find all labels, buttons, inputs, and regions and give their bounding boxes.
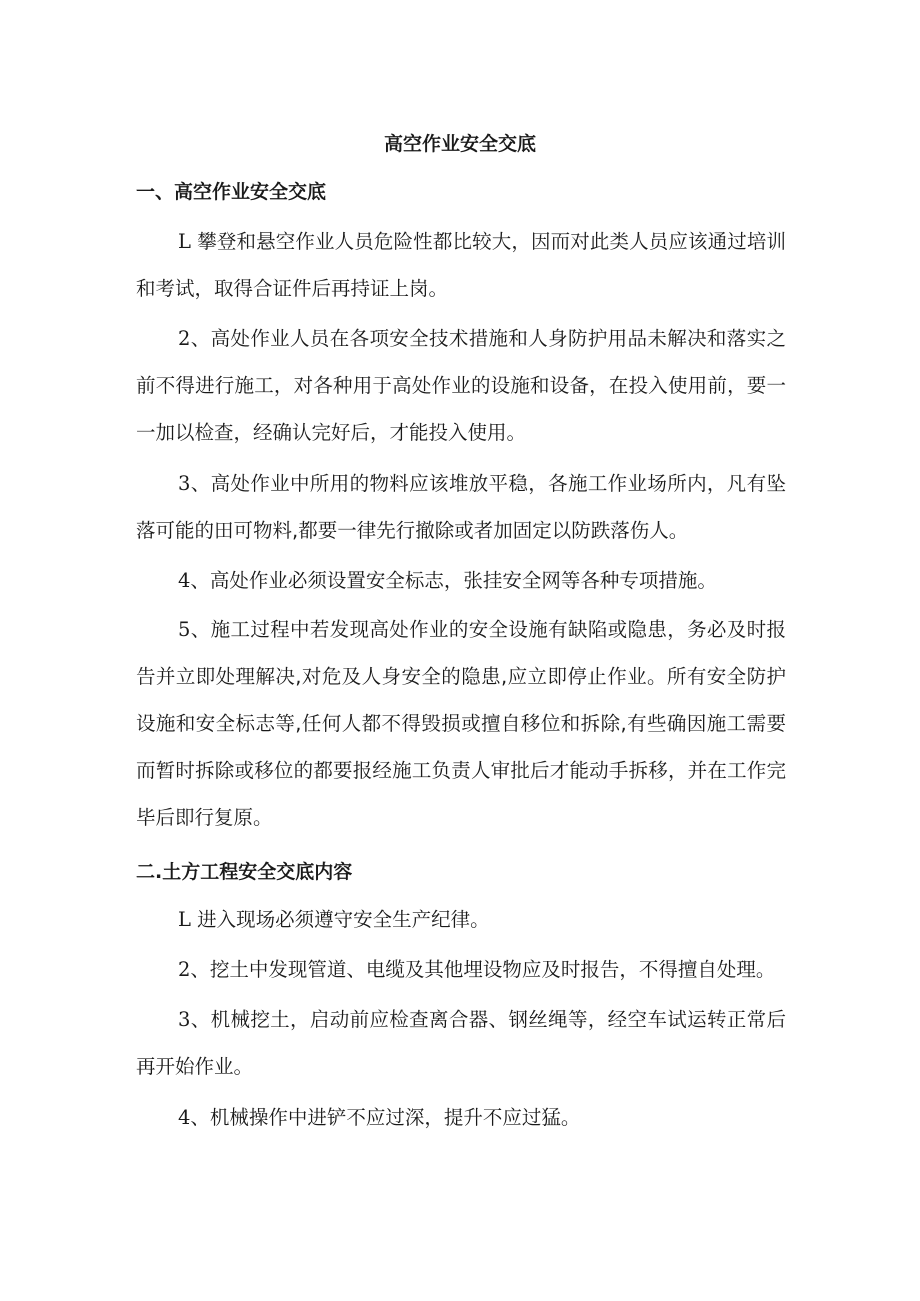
- item-number: 5、: [178, 618, 211, 641]
- item-number: 3、: [178, 472, 211, 495]
- item-number: L: [178, 908, 191, 931]
- item-text: 施工过程中若发现高处作业的安全设施有缺陷或隐患，务必及时报告并立即处理解决,对危及人身安全的隐患,应立即停止作业。所有安全防护设施和安全标志等,任何人都不得毁损或擅自移位和拆除,有些确因施工需要而暂时拆除或移位的都要报经施工负责人审批后才能动手拆移，并在工作完毕后即行复原。: [136, 618, 786, 829]
- item-text: 高处作业中所用的物料应该堆放平稳，各施工作业场所内，凡有坠落可能的田可物料,都要一律先行撤除或者加固定以防跌落伤人。: [136, 472, 786, 542]
- section-heading-2: 二.土方工程安全交底内容: [136, 861, 353, 883]
- item-number: 3、: [178, 1008, 211, 1031]
- paragraph-2-1: [136, 896, 786, 943]
- item-text: 挖土中发现管道、电缆及其他埋设物应及时报告，不得擅自处理。: [209, 958, 776, 981]
- item-number: 4、: [178, 1106, 210, 1129]
- item-number: 4、: [178, 569, 210, 592]
- paragraph-1-3: [136, 460, 786, 554]
- paragraph-2-2: [136, 946, 786, 993]
- item-number: 2、: [178, 958, 210, 981]
- item-text: 进入现场必须遵守安全生产纪律。: [197, 908, 490, 931]
- paragraph-2-4: [136, 1094, 786, 1141]
- item-text: 攀登和悬空作业人员危险性都比较大，因而对此类人员应该通过培训和考试，取得合证件后再持证上岗。: [136, 230, 786, 300]
- item-number: 2、: [178, 327, 211, 350]
- section-heading-1: 一、高空作业安全交底: [136, 181, 327, 203]
- item-number: L: [178, 230, 191, 253]
- paragraph-1-2: [136, 315, 786, 456]
- item-text: 机械挖土，启动前应检查离合器、钢丝绳等，经空车试运转正常后再开始作业。: [136, 1008, 786, 1078]
- paragraph-1-1: [136, 218, 786, 312]
- item-text: 高处作业人员在各项安全技术措施和人身防护用品未解决和落实之前不得进行施工，对各种用于高处作业的设施和设备，在投入使用前，要一一加以检查，经确认完好后，才能投入使用。: [136, 327, 786, 444]
- paragraph-1-5: [136, 606, 786, 841]
- paragraph-1-4: [136, 557, 786, 604]
- item-text: 高处作业必须设置安全标志，张挂安全网等各种专项措施。: [209, 569, 717, 592]
- paragraph-2-3: [136, 996, 786, 1090]
- document-title: 高空作业安全交底: [383, 133, 536, 155]
- item-text: 机械操作中进铲不应过深，提升不应过猛。: [209, 1106, 581, 1129]
